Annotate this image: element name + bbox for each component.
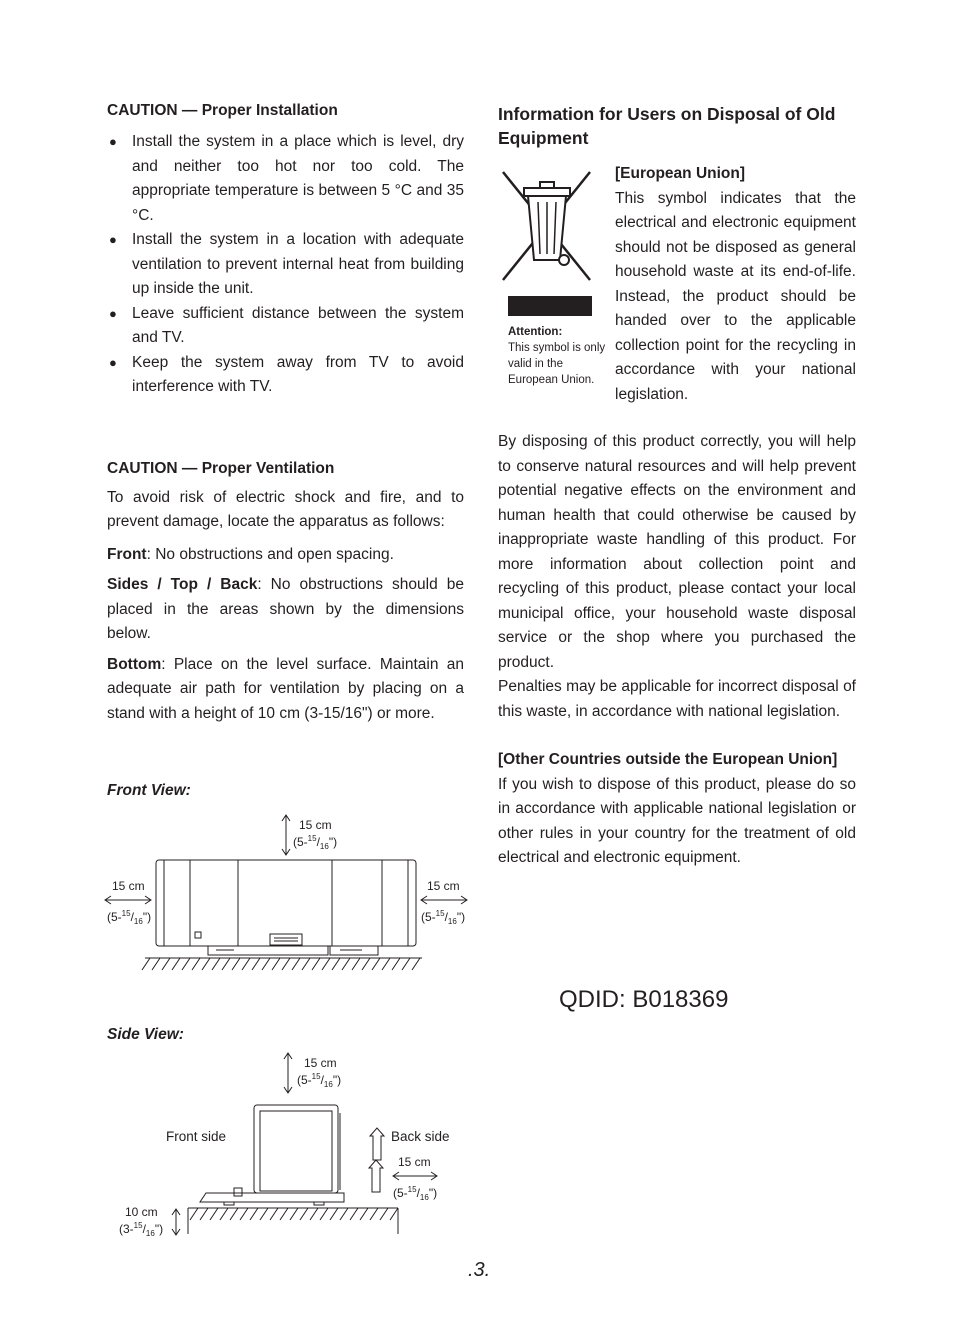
side-view-title: Side View: <box>107 1026 184 1043</box>
page-number: .3. <box>468 1259 491 1281</box>
list-item: ● Leave sufficient distance between the system and TV. <box>107 302 464 351</box>
side-unit <box>200 1105 344 1205</box>
penalties-paragraph: Penalties may be applicable for incorrect disposal of this waste, in accordance with national legislation. <box>498 678 856 720</box>
list-item: ● Keep the system away from TV to avoid interference with TV. <box>107 351 464 400</box>
side-view-diagram <box>110 1050 460 1245</box>
bullet-icon: ● <box>109 232 117 247</box>
bottom-clearance-in: $(3-^{15}/_{16}")$ <box>119 1221 164 1238</box>
eu-label: [European Union] <box>615 165 746 182</box>
ventilation-intro: To avoid risk of electric shock and fire, and to prevent damage, locate the apparatus as follows: <box>107 488 464 530</box>
top-clearance-in: $(5-^{15}/_{16}")$ <box>297 1072 342 1089</box>
right-clearance-in: $(5-^{15}/_{16}")$ <box>421 909 466 926</box>
front-side-label: Front side <box>166 1129 227 1144</box>
back-clearance-cm: 15 cm <box>398 1155 431 1169</box>
bottom-clearance: Bottom: Place on the level surface. Maintain an adequate air path for ventilation by placing on a stand with a height of 10 cm (3-15/16") or more. <box>107 655 464 722</box>
right-clearance-cm: 15 cm <box>427 879 460 893</box>
ventilation-heading: CAUTION — Proper Ventilation <box>107 459 335 477</box>
crossed-out-bin-icon <box>498 168 598 318</box>
ground-hatching <box>190 1208 398 1220</box>
airflow-arrow-icon <box>370 1128 384 1160</box>
right-column <box>498 102 856 871</box>
other-countries-text: If you wish to dispose of this product, please do so in accordance with applicable national legislation or other rules in your country for the treatment of old electrical and electronic equipment. <box>498 775 856 866</box>
top-clearance-cm: 15 cm <box>304 1056 337 1070</box>
front-view-diagram <box>100 810 480 980</box>
list-item: ● Install the system in a place which is level, dry and neither too hot nor too cold. The appropriate temperature is between 5 °C and 35 °C. <box>107 130 464 228</box>
eu-text-block <box>615 162 856 407</box>
installation-heading: CAUTION — Proper Installation <box>107 102 338 119</box>
installation-list <box>107 130 464 400</box>
top-clearance-in: $(5-^{15}/_{16}")$ <box>293 834 338 851</box>
left-clearance-cm: 15 cm <box>112 879 145 893</box>
left-column <box>107 102 464 726</box>
sides-clearance: Sides / Top / Back: No obstructions should be placed in the areas shown by the dimensions below. <box>107 576 464 642</box>
list-item: ● Install the system in a location with adequate ventilation to prevent internal heat from building up inside the unit. <box>107 228 464 302</box>
bottom-clearance-cm: 10 cm <box>125 1205 158 1219</box>
bullet-icon: ● <box>109 134 117 149</box>
disposal-benefits-paragraph: By disposing of this product correctly, you will help to conserve natural resources and will help prevent potential negative effects on the environment and human health that could otherwise be caused by inappropriate waste handling of this product. For more information about collection point and recycling of this product, please contact your local municipal office, your household waste disposal service or the shop where you purchased the product. <box>498 433 856 671</box>
front-clearance: Front: No obstructions and open spacing. <box>107 545 394 563</box>
bullet-icon: ● <box>109 354 117 370</box>
top-clearance-cm: 15 cm <box>299 818 332 832</box>
left-clearance-in: $(5-^{15}/_{16}")$ <box>107 909 152 926</box>
disposal-heading: Information for Users on Disposal of Old Equipment <box>498 104 836 148</box>
airflow-arrow-icon <box>369 1160 383 1192</box>
front-view-title: Front View: <box>107 782 191 799</box>
qdid-label: QDID: B018369 <box>559 986 729 1013</box>
other-countries-label: [Other Countries outside the European Union] <box>498 751 838 768</box>
ground-hatching <box>142 958 420 970</box>
back-clearance-in: $(5-^{15}/_{16}")$ <box>393 1185 438 1202</box>
micro-system-unit <box>156 860 416 955</box>
eu-description: This symbol indicates that the electrical and electronic equipment should not be disposed as general household waste at its end-of-life. Instead, the product should be handed over to the applicable collection point for the recycling in accordance with your national legislation. <box>615 189 856 403</box>
back-side-label: Back side <box>391 1129 450 1144</box>
attention-note: Attention: This symbol is only valid in the European Union. <box>508 326 606 386</box>
bullet-icon: ● <box>109 305 117 321</box>
eu-section <box>498 162 856 402</box>
